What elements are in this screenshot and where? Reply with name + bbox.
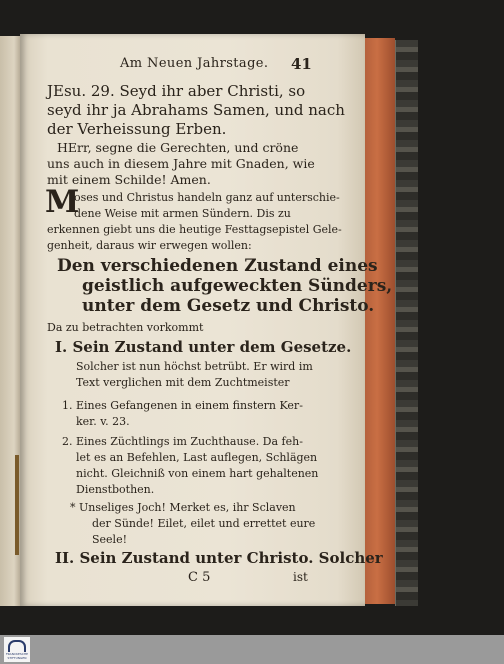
text-line: Solcher ist nun höchst betrübt. Er wird im — [76, 360, 313, 373]
logo-line: FRANCKESCHE — [5, 651, 29, 656]
text-line: Text verglichen mit dem Zuchtmeister — [76, 376, 290, 389]
text-line: der Verheissung Erben. — [47, 120, 227, 138]
logo-line: STIFTUNGEN — [7, 655, 27, 660]
catchword: ist — [293, 570, 308, 584]
text-line: dene Weise mit armen Sündern. Dis zu — [74, 207, 291, 220]
text-line: seyd ihr ja Abrahams Samen, und nach — [47, 101, 345, 119]
gutter-stain — [15, 455, 19, 555]
text-line: nicht. Gleichniß von einem hart gehaltenen — [76, 467, 319, 480]
library-logo-icon — [4, 637, 30, 662]
section-title: Den verschiedenen Zustand eines — [57, 256, 378, 276]
page-number: 41 — [291, 55, 312, 73]
drop-cap: M — [45, 184, 80, 220]
text-line: * Unseliges Joch! Merket es, ihr Sclaven — [70, 501, 296, 514]
text-line: let es an Befehlen, Last auflegen, Schlägen — [76, 451, 318, 464]
text-line: Dienstbothen. — [76, 483, 155, 496]
book-cover — [395, 40, 418, 606]
text-line: mit einem Schilde! Amen. — [47, 172, 211, 187]
section-title: geistlich aufgeweckten Sünders, — [82, 276, 393, 296]
text-line: erkennen giebt uns die heutige Festtagsepistel Gele- — [47, 223, 342, 236]
text-line: Seele! — [92, 533, 128, 546]
text-line: genheit, daraus wir erwegen wollen: — [47, 239, 252, 252]
text-line: JEsu. 29. Seyd ihr aber Christi, so — [47, 82, 306, 100]
section-title: unter dem Gesetz und Christo. — [82, 296, 375, 316]
text-line: 2. Eines Züchtlings im Zuchthause. Da feh- — [62, 435, 303, 448]
text-line: der Sünde! Eilet, eilet und errettet eure — [92, 517, 316, 530]
text-line: Da zu betrachten vorkommt — [47, 321, 204, 334]
outline-heading: I. Sein Zustand unter dem Gesetze. — [55, 338, 352, 356]
text-line: HErr, segne die Gerechten, und cröne — [57, 140, 299, 155]
signature-mark: C 5 — [188, 570, 211, 585]
outline-heading: II. Sein Zustand unter Christo. Solcher — [55, 549, 383, 567]
text-line: uns auch in diesem Jahre mit Gnaden, wie — [47, 156, 315, 171]
viewer-footer — [0, 635, 504, 664]
text-line: 1. Eines Gefangenen in einem finstern Ker- — [62, 399, 303, 412]
running-header: Am Neuen Jahrstage. — [120, 56, 269, 71]
text-line: ker. v. 23. — [76, 415, 130, 428]
red-page-edges — [365, 38, 395, 604]
text-line: oses und Christus handeln ganz auf unterschie- — [74, 191, 340, 204]
logo-arch-icon — [8, 640, 26, 652]
